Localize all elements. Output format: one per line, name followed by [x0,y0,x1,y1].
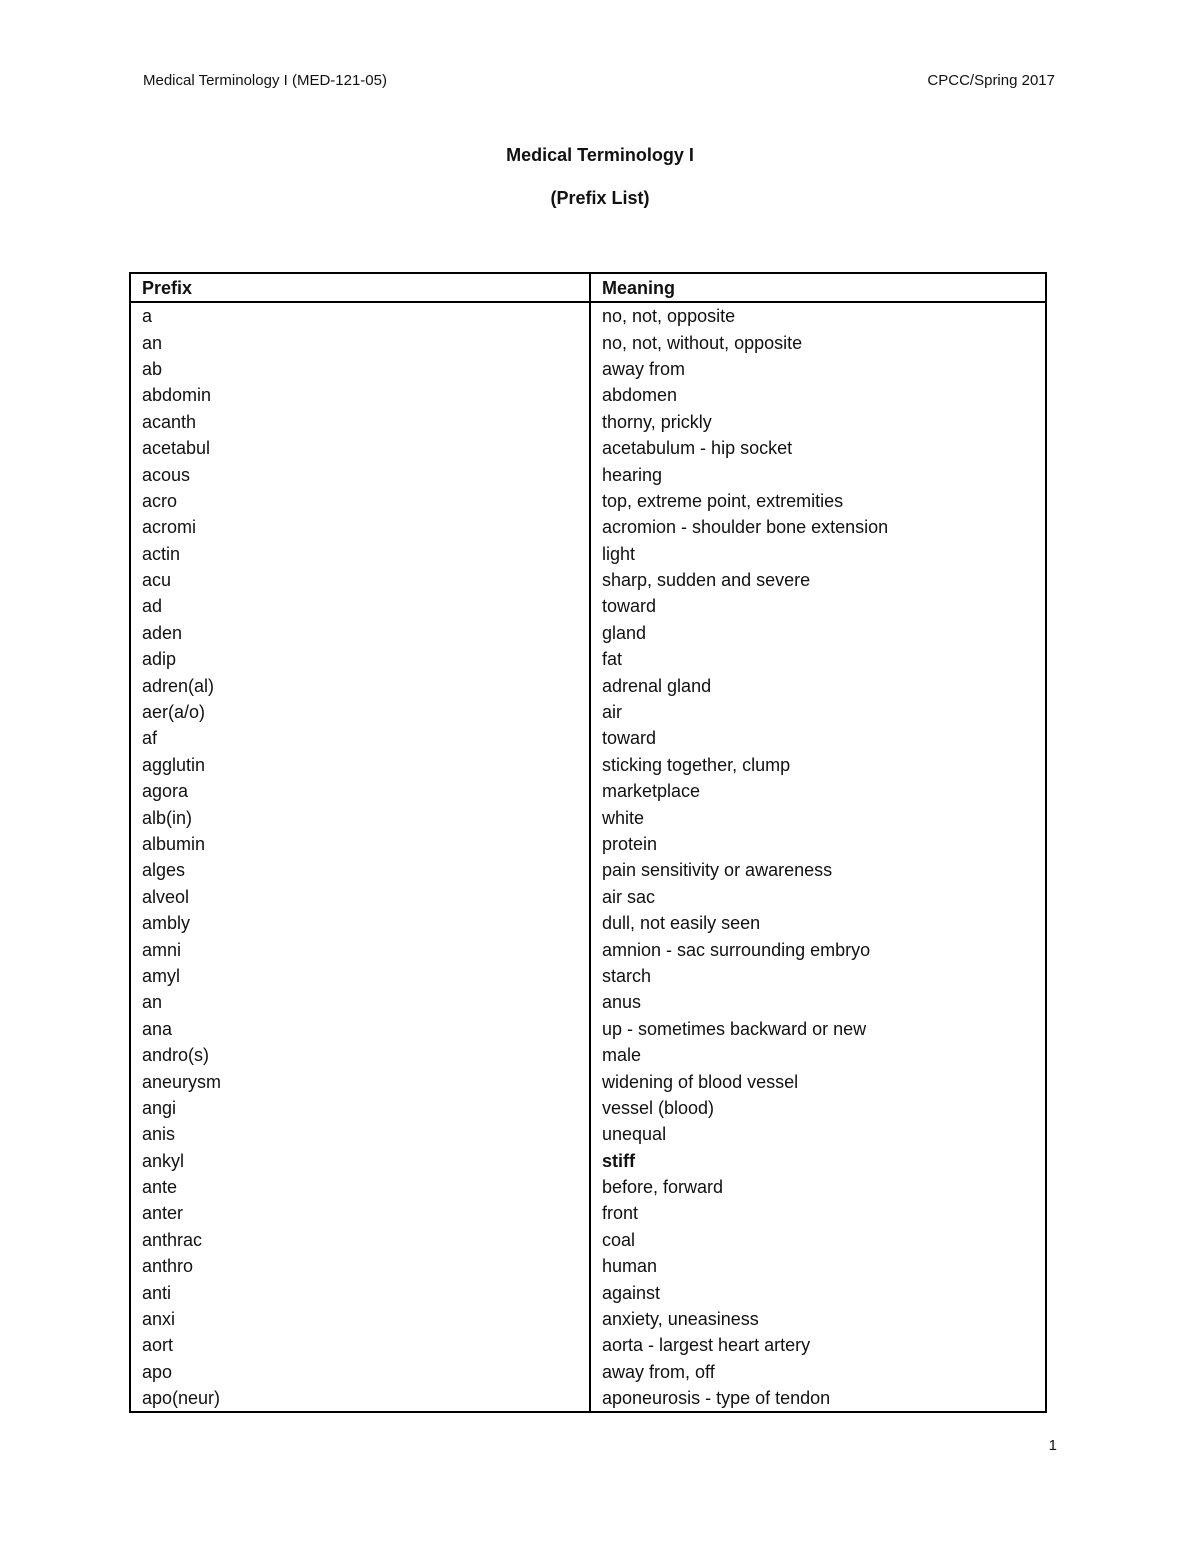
table-row [130,646,1046,672]
meaning-cell: stiff [602,1150,635,1171]
prefix-cell: alges [130,857,590,883]
table-row [130,1306,1046,1332]
meaning-cell: marketplace [602,781,701,802]
meaning-cell: before, forward [602,1177,724,1198]
prefix-cell: acu [130,567,590,593]
meaning-cell: sharp, sudden and severe [602,570,811,591]
meaning-cell: thorny, prickly [602,411,712,432]
prefix-cell: agglutin [130,752,590,778]
table-row [130,435,1046,461]
table-row [130,1095,1046,1121]
table-row [130,1042,1046,1068]
prefix-cell: abdomin [130,382,590,408]
meaning-cell: protein [602,834,658,854]
prefix-cell: acro [130,488,590,514]
meaning-cell: sticking together, clump [602,754,791,775]
meaning-cell: human [602,1256,658,1277]
table-row [130,1227,1046,1253]
table-row [130,1332,1046,1358]
table-row [130,329,1046,355]
table-row [130,1068,1046,1094]
page-number: 1 [1048,1437,1057,1454]
meaning-cell: amnion - sac surrounding embryo [602,939,871,960]
document-title: Medical Terminology I [506,145,694,165]
table-row [130,593,1046,619]
table-row [130,409,1046,435]
meaning-cell: up - sometimes backward or new [602,1018,867,1039]
meaning-cell: fat [602,649,623,670]
table-row [130,831,1046,857]
prefix-cell: albumin [130,831,590,857]
table-row [130,541,1046,567]
table-row [130,884,1046,910]
prefix-cell: ad [130,593,590,619]
table-row [130,514,1046,540]
meaning-cell: acromion - shoulder bone extension [602,517,889,538]
table-row [130,804,1046,830]
meaning-cell: front [602,1203,639,1224]
table-row [130,936,1046,962]
table-row [130,857,1046,883]
table-row [130,302,1046,329]
prefix-cell: adren(al) [130,672,590,698]
prefix-cell: acanth [130,409,590,435]
table-row [130,382,1046,408]
table-row [130,567,1046,593]
meaning-cell: toward [602,728,657,749]
prefix-cell: af [130,725,590,751]
column-header-meaning: Meaning [590,273,1046,302]
table-row [130,1174,1046,1200]
meaning-cell: aorta - largest heart artery [602,1335,811,1356]
table-row [130,1121,1046,1147]
meaning-cell: coal [602,1229,636,1250]
meaning-cell: vessel (blood) [602,1097,715,1118]
prefix-cell: alb(in) [130,804,590,830]
meaning-cell: top, extreme point, extremities [602,490,844,511]
table-row [130,725,1046,751]
table-row [130,989,1046,1015]
table-row [130,1279,1046,1305]
prefix-cell: ambly [130,910,590,936]
meaning-cell: anxiety, uneasiness [602,1309,759,1330]
table-row [130,910,1046,936]
prefix-cell: ana [130,1016,590,1042]
column-header-prefix: Prefix [130,273,590,302]
prefix-cell: actin [130,541,590,567]
table-row [130,488,1046,514]
meaning-cell: away from [602,358,686,379]
table-row [130,963,1046,989]
prefix-cell: acous [130,461,590,487]
prefix-cell: anthrac [130,1227,590,1253]
prefix-cell: ab [130,356,590,382]
table-row [130,1253,1046,1279]
prefix-cell: amni [130,936,590,962]
prefix-cell: anti [130,1279,590,1305]
meaning-cell: toward [602,596,657,617]
table-row [130,752,1046,778]
prefix-cell: aort [130,1332,590,1358]
meaning-cell: abdomen [602,385,678,406]
meaning-cell: hearing [602,464,663,485]
prefix-table [129,272,1047,1413]
meaning-cell: air [602,702,623,723]
prefix-cell: angi [130,1095,590,1121]
table-row [130,1200,1046,1226]
meaning-cell: widening of blood vessel [602,1071,799,1092]
meaning-cell: gland [602,622,647,643]
prefix-cell: anxi [130,1306,590,1332]
prefix-cell: adip [130,646,590,672]
table-row [130,699,1046,725]
prefix-cell: agora [130,778,590,804]
table-body [130,302,1046,1412]
prefix-cell: acetabul [130,435,590,461]
prefix-cell: aneurysm [130,1068,590,1094]
meaning-cell: away from, off [602,1361,715,1382]
meaning-cell: no, not, without, opposite [602,332,803,353]
meaning-cell: pain sensitivity or awareness [602,860,833,881]
table-row [130,1016,1046,1042]
prefix-cell: ankyl [130,1148,590,1174]
meaning-cell: against [602,1282,661,1303]
running-header-term: CPCC/Spring 2017 [927,72,1055,89]
table-row [130,461,1046,487]
prefix-cell: alveol [130,884,590,910]
document-subtitle: (Prefix List) [550,188,650,208]
table-row [130,1359,1046,1385]
prefix-cell: acromi [130,514,590,540]
meaning-cell: no, not, opposite [602,306,736,327]
table-row [130,356,1046,382]
prefix-cell: aden [130,620,590,646]
prefix-cell: andro(s) [130,1042,590,1068]
prefix-cell: apo [130,1359,590,1385]
meaning-cell: aponeurosis - type of tendon [602,1388,831,1409]
table-row [130,1148,1046,1174]
meaning-cell: white [602,807,645,828]
prefix-cell: ante [130,1174,590,1200]
prefix-cell: a [130,302,590,329]
prefix-cell: aer(a/o) [130,699,590,725]
meaning-cell: light [602,543,636,564]
table-row [130,672,1046,698]
table-row [130,620,1046,646]
meaning-cell: starch [602,965,652,986]
prefix-cell: amyl [130,963,590,989]
meaning-cell: air sac [602,886,656,907]
meaning-cell: acetabulum - hip socket [602,438,793,459]
prefix-cell: an [130,989,590,1015]
prefix-cell: anthro [130,1253,590,1279]
meaning-cell: dull, not easily seen [602,913,761,934]
running-header-course: Medical Terminology I (MED-121-05) [143,72,387,89]
meaning-cell: unequal [602,1124,667,1145]
prefix-cell: anter [130,1200,590,1226]
prefix-cell: an [130,329,590,355]
prefix-cell: anis [130,1121,590,1147]
meaning-cell: anus [602,992,642,1013]
table-row [130,1385,1046,1412]
table-header-row [130,273,1046,302]
meaning-cell: male [602,1045,642,1066]
meaning-cell: adrenal gland [602,675,712,696]
prefix-cell: apo(neur) [130,1385,590,1412]
table-row [130,778,1046,804]
